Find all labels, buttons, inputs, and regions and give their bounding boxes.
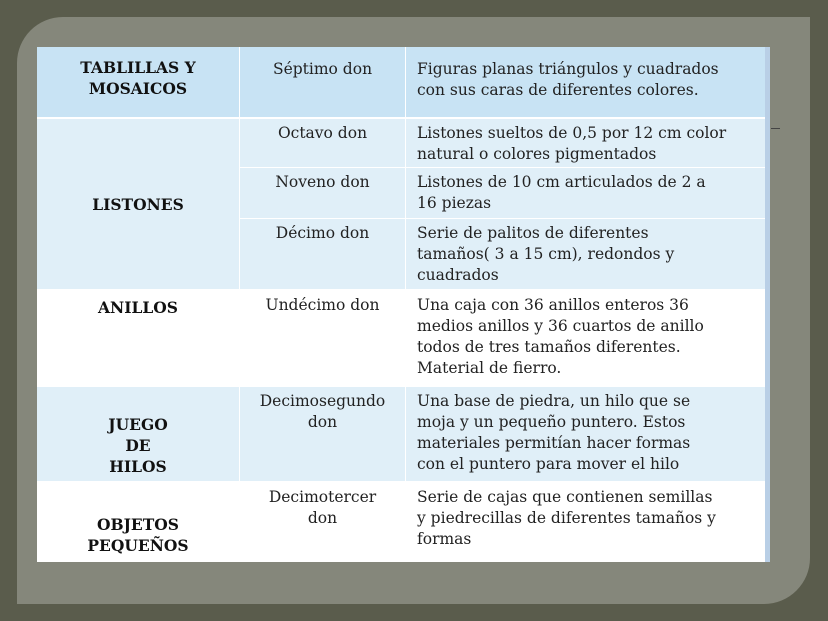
description-cell xyxy=(406,483,765,562)
table-row-anillos xyxy=(37,291,765,387)
category-line: PEQUEÑOS xyxy=(87,536,189,555)
desc-line: Una base de piedra, un hilo que se xyxy=(417,392,691,410)
desc-line: 16 piezas xyxy=(417,194,492,212)
description-cell xyxy=(406,47,765,117)
category-cell xyxy=(37,47,240,117)
category-line: DE xyxy=(125,436,151,455)
desc-line: cuadrados xyxy=(417,266,499,284)
desc-line: natural o colores pigmentados xyxy=(417,145,657,163)
category-line: ANILLOS xyxy=(98,298,178,317)
desc-line: Una caja con 36 anillos enteros 36 xyxy=(417,296,689,314)
table-row-objetos xyxy=(37,483,765,562)
don-cell xyxy=(240,483,406,562)
table-row-tablillas xyxy=(37,47,765,119)
desc-line: todos de tres tamaños diferentes. xyxy=(417,338,681,356)
category-cell xyxy=(37,119,240,289)
category-line: MOSAICOS xyxy=(88,79,188,98)
table-row-listones xyxy=(37,119,765,291)
desc-line: tamaños( 3 a 15 cm), redondos y xyxy=(417,245,675,263)
don-line: Undécimo don xyxy=(265,296,380,314)
desc-line: Serie de cajas que contienen semillas xyxy=(417,488,713,506)
desc-line: con el puntero para mover el hilo xyxy=(417,455,680,473)
don-cell xyxy=(240,219,406,289)
don-cell xyxy=(240,291,406,385)
description-cell xyxy=(406,387,765,481)
category-cell xyxy=(37,387,240,481)
description-cell xyxy=(406,119,765,167)
description-cell xyxy=(406,219,765,289)
edge-tick-mark xyxy=(771,128,780,129)
don-line: Séptimo don xyxy=(272,60,373,78)
don-cell xyxy=(240,119,406,167)
don-cell xyxy=(240,168,406,218)
category-line: LISTONES xyxy=(92,194,184,214)
desc-line: Serie de palitos de diferentes xyxy=(417,224,649,242)
don-cell xyxy=(240,47,406,117)
desc-line: materiales permitían hacer formas xyxy=(417,434,691,452)
desc-line: con sus caras de diferentes colores. xyxy=(417,81,699,99)
desc-line: moja y un pequeño puntero. Estos xyxy=(417,413,686,431)
desc-line: formas xyxy=(417,530,472,548)
category-cell xyxy=(37,291,240,385)
description-cell xyxy=(406,168,765,218)
table-row-hilos xyxy=(37,387,765,483)
slide-right-edge xyxy=(765,47,770,562)
desc-line: y piedrecillas de diferentes tamaños y xyxy=(417,509,716,527)
don-cell xyxy=(240,387,406,481)
category-line: TABLILLAS Y xyxy=(80,58,196,77)
don-line: Octavo don xyxy=(277,124,368,142)
desc-line: Listones sueltos de 0,5 por 12 cm color xyxy=(417,124,727,142)
don-line: Noveno don xyxy=(275,173,370,191)
desc-line: medios anillos y 36 cuartos de anillo xyxy=(417,317,704,335)
description-cell xyxy=(406,291,765,385)
category-line: OBJETOS xyxy=(97,515,179,534)
slide xyxy=(37,47,765,562)
don-line: don xyxy=(307,509,338,527)
don-line: Decimosegundo xyxy=(259,392,386,410)
category-cell xyxy=(37,483,240,562)
desc-line: Listones de 10 cm articulados de 2 a xyxy=(417,173,706,191)
don-line: don xyxy=(307,413,338,431)
category-line: HILOS xyxy=(109,457,167,476)
desc-line: Figuras planas triángulos y cuadrados xyxy=(417,60,719,78)
category-line: JUEGO xyxy=(108,415,168,434)
don-line: Decimotercer xyxy=(268,488,377,506)
desc-line: Material de fierro. xyxy=(417,359,562,377)
don-line: Décimo don xyxy=(275,224,370,242)
